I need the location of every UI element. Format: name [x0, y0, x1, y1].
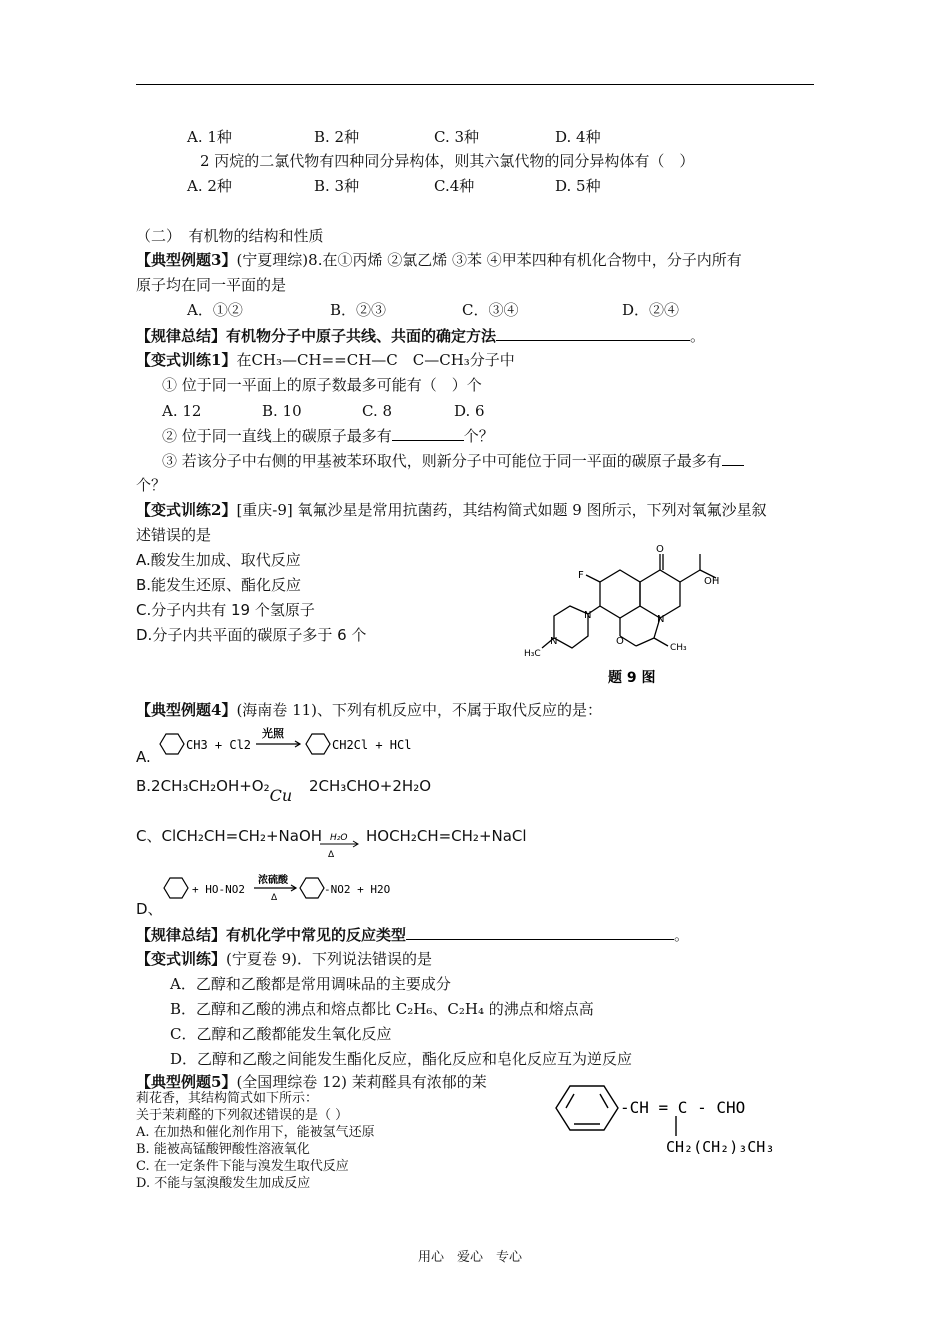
reaction-b-catalyst: Cu	[269, 786, 293, 805]
example5-text1: (全国理综卷 12) 茉莉醛具有浓郁的茉	[236, 1073, 487, 1091]
variant1-q1-option-b: B. 10	[262, 402, 302, 420]
variant1-q3-text: ③ 若该分子中右侧的甲基被苯环取代，则新分子中可能位于同一平面的碳原子最多有	[162, 452, 722, 470]
struct-label-o-ring: O	[616, 636, 624, 647]
example3-option-c: C．③④	[462, 301, 519, 319]
reaction-b-reactants: B.2CH₃CH₂OH+O₂	[136, 777, 270, 795]
reaction-a-right: CH2Cl + HCl	[332, 738, 412, 752]
struct-label-o-top: O	[656, 544, 664, 555]
q2-option-b: B. 3种	[314, 177, 360, 195]
rule-summary-2-end: 。	[674, 926, 690, 944]
struct-label-n1: N	[584, 610, 592, 621]
struct-top-text: -CH = C - CHO	[620, 1098, 746, 1117]
q1-option-a: A. 1种	[187, 128, 232, 146]
variant3-tag: 【变式训练】	[136, 950, 227, 968]
example5-option-c: C. 在一定条件下能与溴发生取代反应	[136, 1159, 349, 1174]
example3-tag: 【典型例题3】	[136, 251, 237, 269]
q1-option-c: C. 3种	[434, 128, 480, 146]
struct-label-f: F	[578, 570, 584, 581]
variant2-option-b: B.能发生还原、酯化反应	[136, 576, 302, 594]
q1-option-b: B. 2种	[314, 128, 360, 146]
answer-blank	[722, 451, 744, 466]
q1-option-d: D. 4种	[555, 128, 601, 146]
variant1-q3	[162, 451, 744, 470]
struct-label-n3: N	[550, 636, 558, 647]
reaction-d-condition-bottom: Δ	[271, 893, 278, 903]
reaction-d-left: + HO-NO2	[192, 883, 245, 896]
rule-summary-1-end: 。	[690, 327, 706, 345]
struct-label-h3c: H₃C	[524, 649, 541, 659]
reaction-a-left: CH3 + Cl2	[186, 738, 252, 752]
variant1-q1-option-c: C. 8	[362, 402, 393, 420]
reaction-d-label: D、	[136, 900, 163, 918]
reaction-c-condition-bottom: Δ	[328, 850, 335, 860]
variant3-option-d: D．乙醇和乙酸之间能发生酯化反应，酯化反应和皂化反应互为逆反应	[170, 1050, 633, 1068]
variant1-q2-end: 个？	[463, 427, 494, 445]
example3-option-b: B．②③	[330, 301, 387, 319]
answer-blank	[406, 925, 674, 940]
example5-tag: 【典型例题5】	[136, 1073, 237, 1091]
variant2-option-a: A.酸发生加成、取代反应	[136, 551, 301, 569]
reaction-c-products: HOCH₂CH=CH₂+NaCl	[366, 827, 527, 845]
q2-option-c: C.4种	[434, 177, 475, 195]
rule-summary-1	[136, 326, 705, 345]
variant1-q1-option-d: D. 6	[454, 402, 485, 420]
reaction-a	[150, 722, 430, 762]
variant3-option-a: A．乙醇和乙酸都是常用调味品的主要成分	[170, 975, 451, 993]
example5-option-b: B. 能被高锰酸钾酸性溶液氧化	[136, 1142, 310, 1157]
variant3-option-c: C．乙醇和乙酸都能发生氧化反应	[170, 1025, 392, 1043]
struct-label-n2: N	[657, 614, 665, 625]
variant2-text: [重庆-9] 氧氟沙星是常用抗菌药，其结构简式如题 9 图所示，下列对氧氟沙星叙	[236, 501, 767, 519]
variant1-line	[136, 351, 515, 369]
example5-line2: 莉花香，其结构简式如下所示：	[136, 1091, 319, 1106]
example5-option-a: A. 在加热和催化剂作用下，能被氢气还原	[136, 1125, 375, 1140]
variant1-q2-text: ② 位于同一直线上的碳原子最多有	[162, 427, 392, 445]
variant1-tag: 【变式训练1】	[136, 351, 237, 369]
example3-option-d: D．②④	[622, 301, 680, 319]
variant2-option-c: C.分子内共有 19 个氢原子	[136, 601, 315, 619]
ofloxacin-structure	[520, 540, 720, 690]
reaction-b	[136, 776, 432, 805]
example5-option-d: D. 不能与氢溴酸发生加成反应	[136, 1176, 311, 1191]
rule-summary-2-text: 【规律总结】有机化学中常见的反应类型	[136, 926, 407, 944]
struct-bottom-text: CH₂(CH₂)₃CH₃	[666, 1138, 775, 1156]
variant2-option-d: D.分子内共平面的碳原子多于 6 个	[136, 626, 367, 644]
section-title: （二） 有机物的结构和性质	[136, 227, 324, 245]
variant1-q3-end: 个？	[136, 476, 167, 494]
reaction-c-arrow	[318, 826, 362, 862]
q2-option-a: A. 2种	[187, 177, 232, 195]
struct-label-ch3: CH₃	[670, 643, 687, 653]
reaction-a-condition: 光照	[262, 727, 284, 740]
variant1-q1-option-a: A. 12	[162, 402, 202, 420]
variant3-text: (宁夏卷 9)．下列说法错误的是	[226, 950, 433, 968]
variant1-formula: 在CH₃—CH==CH—C C—CH₃分子中	[236, 351, 515, 369]
variant2-tag: 【变式训练2】	[136, 501, 237, 519]
answer-blank	[392, 426, 464, 441]
header-rule	[136, 84, 814, 85]
rule-summary-1-text: 【规律总结】有机物分子中原子共线、共面的确定方法	[136, 327, 497, 345]
reaction-c-reactants: C、ClCH₂CH=CH₂+NaOH	[136, 827, 323, 845]
example3-line1	[136, 251, 742, 269]
variant1-q2	[162, 426, 494, 445]
rule-summary-2	[136, 925, 689, 944]
q2-stem: 2 丙烷的二氯代物有四种同分异构体，则其六氯代物的同分异构体有（ ）	[200, 152, 695, 170]
example3-option-a: A．①②	[187, 301, 243, 319]
example4-text: (海南卷 11)、下列有机反应中，不属于取代反应的是：	[236, 701, 603, 719]
example5-line3: 关于茉莉醛的下列叙述错误的是（ ）	[136, 1108, 349, 1123]
variant2-line1	[136, 501, 767, 519]
answer-blank	[496, 326, 690, 341]
struct-label-oh: OH	[704, 576, 720, 587]
page-footer: 用心 爱心 专心	[418, 1250, 523, 1265]
reaction-d-right: -NO2 + H2O	[324, 883, 391, 896]
reaction-d-condition-top: 浓硫酸	[258, 875, 288, 886]
example3-line2: 原子均在同一平面的是	[136, 276, 287, 294]
reaction-b-products: 2CH₃CHO+2H₂O	[308, 777, 432, 795]
example4-tag: 【典型例题4】	[136, 701, 237, 719]
jasminaldehyde-structure	[552, 1080, 802, 1160]
example4-line	[136, 701, 602, 719]
variant3-option-b: B．乙醇和乙酸的沸点和熔点都比 C₂H₆、C₂H₄ 的沸点和熔点高	[170, 1000, 594, 1018]
variant3-line	[136, 950, 432, 968]
q2-option-d: D. 5种	[555, 177, 601, 195]
variant1-q1: ① 位于同一平面上的原子数最多可能有（ ）个	[162, 376, 482, 394]
variant2-line2: 述错误的是	[136, 526, 212, 544]
reaction-d	[160, 872, 400, 906]
example3-text: (宁夏理综)8.在①丙烯 ②氯乙烯 ③苯 ④甲苯四种有机化合物中，分子内所有	[236, 251, 742, 269]
reaction-c-condition-top: H₂O	[330, 833, 348, 843]
reaction-a-label: A.	[136, 748, 151, 766]
example5-line1	[136, 1073, 487, 1091]
figure-caption: 题 9 图	[608, 670, 656, 686]
